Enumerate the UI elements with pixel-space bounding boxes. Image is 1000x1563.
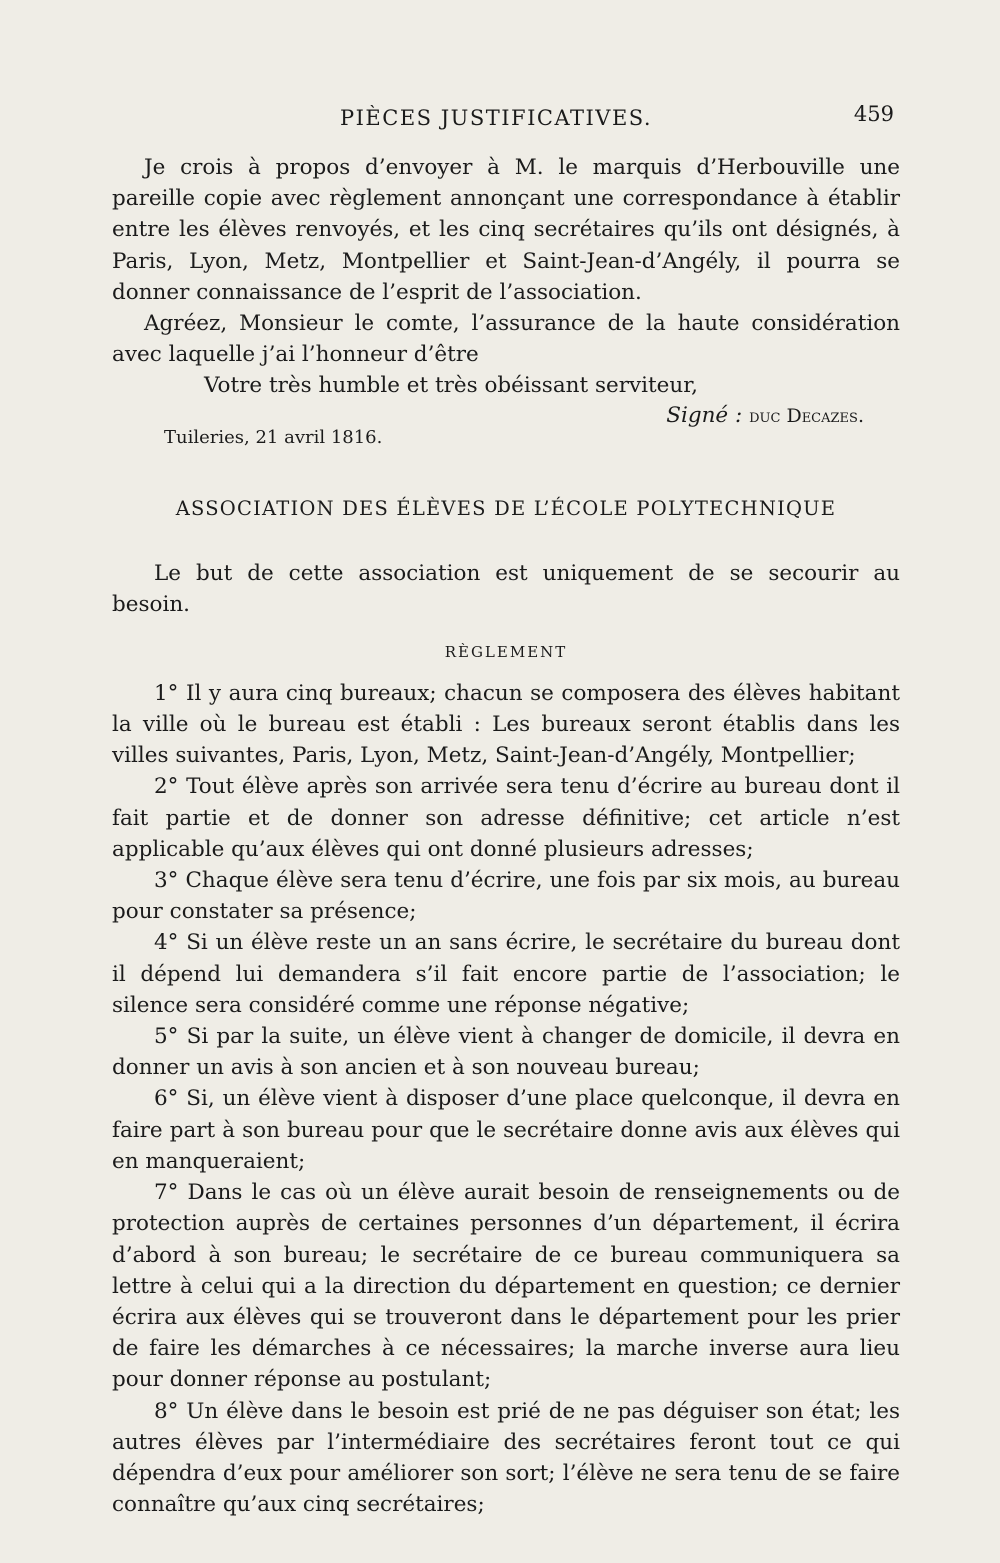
reglement-heading: RÈGLEMENT (444, 642, 568, 661)
article-number: 7° (154, 1180, 179, 1206)
body-text (112, 152, 900, 1520)
article-number: 3° (154, 868, 179, 894)
article-text: Un élève dans le besoin est prié de ne pas déguiser son état; les autres élèves par l’intermédiaire des secrétaires feront tout ce qui dépendra d’eux pour améliorer son sort; l’élève ne sera tenu de se faire connaître qu’aux cinq secrétaires; (112, 1398, 900, 1518)
page-header (110, 100, 900, 140)
article-number: 5° (154, 1024, 179, 1050)
article-text: Tout élève après son arrivée sera tenu d’écrire au bureau dont il fait partie et de donner son adresse définitive; cet article n’est applicable qu’aux élèves qui ont donné plusieurs adresses; (112, 774, 900, 862)
article-text: Dans le cas où un élève aurait besoin de renseignements ou de protection auprès de certaines personnes d’un département, il écrira d’abord à son bureau; le secrétaire de ce bureau communiquera sa lettre à celui qui a la direction du département en question; ce dernier écrira aux élèves qui se trouveront dans le département pour les prier de faire les démarches à ce nécessaires; la marche inverse aura lieu pour donner réponse au postulant; (112, 1180, 900, 1393)
letter-paragraph-1: Je crois à propos d’envoyer à M. le marquis d’Herbouville une pareille copie avec règlement annonçant une correspondance à établir entre les élèves renvoyés, et les cinq secrétaires qu’ils ont désignés, à Paris, Lyon, Metz, Montpellier et Saint-Jean-d’Angély, il pourra se donner connaissance de l’esprit de l’association. (112, 155, 900, 305)
article-number: 4° (154, 930, 179, 956)
signature-label: Signé : (666, 402, 743, 428)
article-text: Si par la suite, un élève vient à changer de domicile, il devra en donner un avis à son ancien et à son nouveau bureau; (112, 1024, 900, 1081)
article-text: Chaque élève sera tenu d’écrire, une fois par six mois, au bureau pour constater sa présence; (112, 868, 900, 925)
article-1 (112, 678, 900, 772)
signature-name: duc Decazes. (749, 404, 864, 427)
article-2 (112, 771, 900, 865)
association-purpose: Le but de cette association est uniquement de se secourir au besoin. (112, 561, 900, 618)
running-title: PIÈCES JUSTIFICATIVES. (340, 106, 653, 130)
article-text: Si un élève reste un an sans écrire, le secrétaire du bureau dont il dépend lui demandera s’il fait encore partie de l’association; le silence sera considéré comme une réponse négative; (112, 930, 900, 1018)
place-date: Tuileries, 21 avril 1816. (164, 426, 383, 448)
page-number: 459 (853, 102, 894, 126)
article-3 (112, 865, 900, 927)
article-number: 1° (154, 680, 179, 706)
letter-paragraph-2: Agréez, Monsieur le comte, l’assurance de la haute considération avec laquelle j’ai l’honneur d’être (112, 311, 900, 368)
article-number: 8° (154, 1398, 179, 1424)
letter-closing: Votre très humble et très obéissant serviteur, (204, 373, 698, 399)
article-number: 6° (154, 1086, 179, 1112)
article-8 (112, 1396, 900, 1521)
article-text: Si, un élève vient à disposer d’une place quelconque, il devra en faire part à son bureau pour que le secrétaire donne avis aux élèves qui en manqueraient; (112, 1086, 900, 1174)
article-number: 2° (154, 774, 179, 800)
article-4 (112, 927, 900, 1021)
article-text: Il y aura cinq bureaux; chacun se composera des élèves habitant la ville où le bureau est établi : Les bureaux seront établis dans les villes suivantes, Paris, Lyon, Metz, Saint-Jean-d’Angély, Montpellier; (112, 680, 900, 769)
section-title: ASSOCIATION DES ÉLÈVES DE L’ÉCOLE POLYTECHNIQUE (175, 497, 837, 521)
article-7 (112, 1177, 900, 1395)
article-5 (112, 1021, 900, 1083)
article-6 (112, 1083, 900, 1177)
